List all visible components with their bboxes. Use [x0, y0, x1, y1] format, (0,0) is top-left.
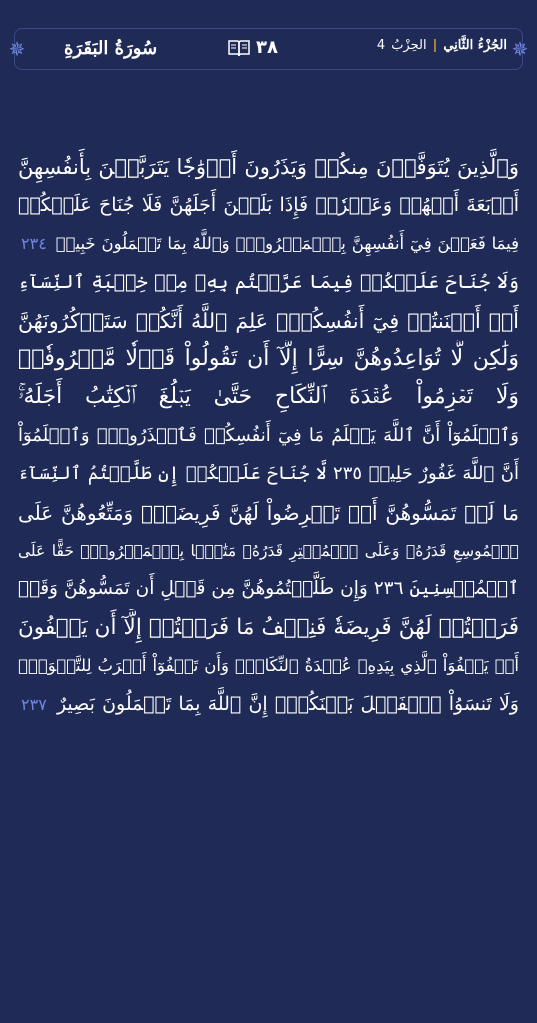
line-text: وَلَا تَنسَوُاْ ٱلۡفَضۡلَ بَيۡنَكُمۡۚ إِنَّ ٱللَّهَ بِمَا تَعۡمَلُونَ بَصِيرٌ — [56, 693, 519, 716]
line-text: وَلَا تَعۡزِمُواْ عُقۡدَةَ ٱلنِّكَاحِ حَتَّىٰ يَبۡلُغَ ٱلۡكِتَٰبُ أَجَلَهُۥۚ — [18, 384, 519, 410]
text-line[interactable] — [18, 340, 519, 378]
line-text: أَنَّ ٱللَّهَ غَفُورٌ حَلِيمٞ ٢٣٥ لَّا جُنَاحَ عَلَيۡكُمۡ إِن طَلَّقۡتُمُ ٱلنِّسَآءَ — [18, 463, 519, 485]
line-text: وَلَا جُنَاحَ عَلَيۡكُمۡ فِيمَا عَرَّضۡتُم بِهِۦ مِنۡ خِطۡبَةِ ٱلنِّسَآءِ — [18, 271, 519, 294]
line-text: وَلَٰكِن لَّا تُوَاعِدُوهُنَّ سِرًّا إِلَّآ أَن تَقُولُواْ قَوۡلٗا مَّعۡرُوفٗاۚ — [18, 345, 519, 371]
open-book-icon — [228, 39, 250, 57]
text-line[interactable] — [18, 609, 519, 647]
line-text: أَوۡ أَكۡنَنتُمۡ فِيٓ أَنفُسِكُمۡۚ عَلِمَ ٱللَّهُ أَنَّكُمۡ سَتَذۡكُرُونَهُنَّ — [18, 308, 519, 333]
hizb-label: الحِزْبُ — [391, 38, 427, 53]
text-line[interactable] — [18, 263, 519, 301]
text-line[interactable] — [18, 378, 519, 416]
page-number: ٣٨ — [256, 37, 278, 58]
text-line[interactable] — [18, 685, 519, 723]
hizb-number: 4 — [376, 38, 386, 53]
text-line[interactable] — [18, 647, 519, 685]
page-indicator[interactable] — [228, 37, 278, 58]
star-ornament-icon: ✵ — [511, 37, 529, 61]
text-line[interactable] — [18, 494, 519, 532]
juz-label: الجُزْءُ الثَّانِي — [443, 38, 507, 53]
line-text: ٱلۡمُوسِعِ قَدَرُهُۥ وَعَلَى ٱلۡمُقۡتِرِ قَدَرُهُۥ مَتَٰعَۢا بِٱلۡمَعۡرُوفِۖ حَقًّا عَلَى — [18, 541, 519, 560]
text-line[interactable] — [18, 186, 519, 224]
line-text: أَوۡ يَعۡفُوَاْ ٱلَّذِي بِيَدِهِۦ عُقۡدَةُ ٱلنِّكَاحِۚ وَأَن تَعۡفُوٓاْ أَقۡرَبُ لِلتَّقۡوَىٰۚ — [18, 656, 519, 676]
verse-end-marker: ٢٣٧ — [21, 695, 47, 715]
text-line[interactable] — [18, 455, 519, 493]
text-line[interactable] — [18, 570, 519, 608]
text-line[interactable] — [18, 302, 519, 340]
line-text: فِيمَا فَعَلۡنَ فِيٓ أَنفُسِهِنَّ بِٱلۡمَعۡرُوفِۗ وَٱللَّهُ بِمَا تَعۡمَلُونَ خَبِيرٞ — [55, 233, 519, 253]
juz-hizb-indicator[interactable] — [377, 38, 507, 53]
line-text: مَا لَمۡ تَمَسُّوهُنَّ أَوۡ تَفۡرِضُواْ لَهُنَّ فَرِيضَةٗۚ وَمَتِّعُوهُنَّ عَلَى — [18, 500, 519, 525]
text-line[interactable] — [18, 148, 519, 186]
line-text: أَرۡبَعَةَ أَشۡهُرٖ وَعَشۡرٗاۖ فَإِذَا بَلَغۡنَ أَجَلَهُنَّ فَلَا جُنَاحَ عَلَيۡكُمۡ — [18, 194, 519, 217]
line-text: وَٱعۡلَمُوٓاْ أَنَّ ٱللَّهَ يَعۡلَمُ مَا فِيٓ أَنفُسِكُمۡ فَٱحۡذَرُوهُۚ وَٱعۡلَمُوٓاْ — [18, 424, 519, 446]
quran-page-text[interactable] — [18, 148, 519, 724]
line-text: فَرَضۡتُمۡ لَهُنَّ فَرِيضَةٗ فَنِصۡفُ مَا فَرَضۡتُمۡ إِلَّآ أَن يَعۡفُونَ — [18, 614, 519, 640]
text-line[interactable] — [18, 532, 519, 570]
line-text: وَٱلَّذِينَ يُتَوَفَّوۡنَ مِنكُمۡ وَيَذَرُونَ أَزۡوَٰجٗا يَتَرَبَّصۡنَ بِأَنفُسِهِنَّ — [18, 155, 519, 179]
divider: | — [432, 38, 438, 53]
verse-end-marker: ٢٣٤ — [21, 233, 47, 253]
line-text: ٱلۡمُحۡسِنِينَ ٢٣٦ وَإِن طَلَّقۡتُمُوهُنَّ مِن قَبۡلِ أَن تَمَسُّوهُنَّ وَقَدۡ — [18, 578, 519, 600]
star-ornament-icon: ✵ — [8, 37, 26, 61]
text-line[interactable] — [18, 225, 519, 263]
surah-name[interactable]: سُورَةُ البَقَرَةِ — [64, 38, 158, 59]
text-line[interactable] — [18, 417, 519, 455]
